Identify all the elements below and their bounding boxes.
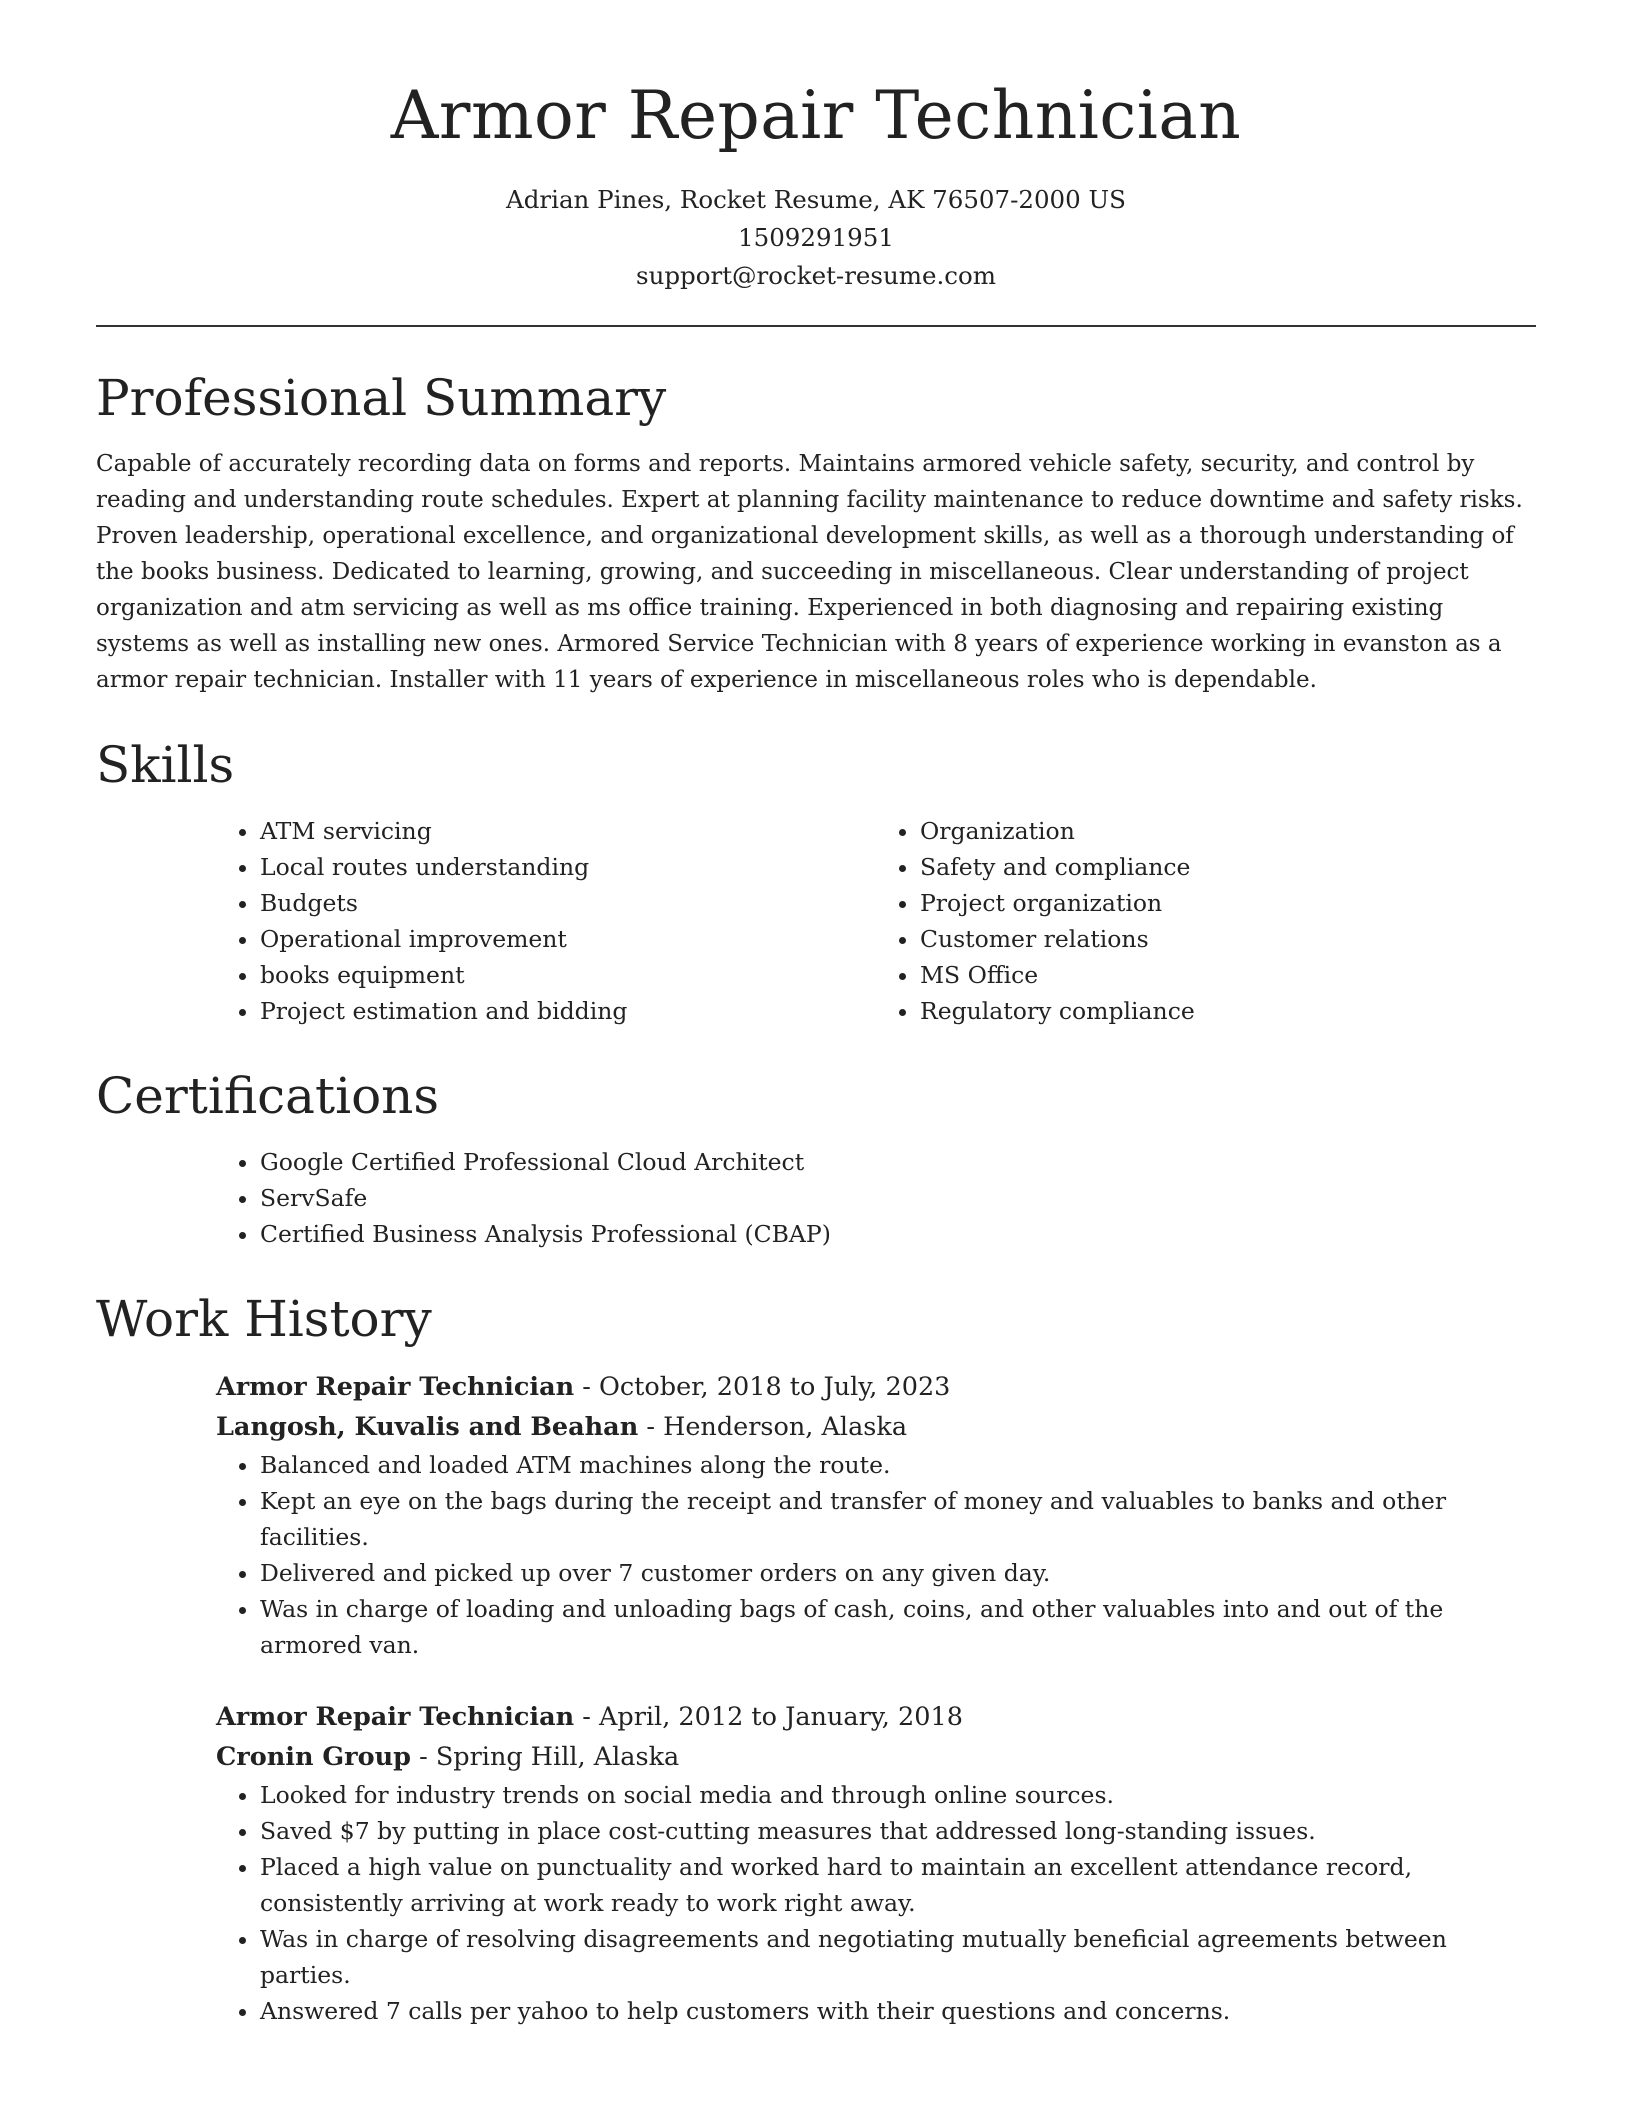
certification-item: • Google Certified Professional Cloud Architect (260, 1144, 1536, 1180)
header-divider (96, 325, 1536, 327)
job-duty-item: • Kept an eye on the bags during the receipt and transfer of money and valuables to banks and other facilities. (260, 1483, 1536, 1555)
skills-columns (216, 813, 1536, 1029)
skills-list-left (216, 813, 876, 1029)
skill-item: • books equipment (260, 957, 876, 993)
job-location: Spring Hill, Alaska (435, 1741, 680, 1772)
job-duty-item: • Was in charge of loading and unloading bags of cash, coins, and other valuables into and out of the armored van. (260, 1591, 1536, 1663)
contact-phone: 1509291951 (738, 222, 894, 252)
job-entry (216, 1367, 1536, 1663)
job-separator: - (638, 1411, 664, 1442)
job-title-line (216, 1697, 1536, 1737)
job-location: Henderson, Alaska (663, 1411, 908, 1442)
job-duties-list (216, 1777, 1536, 2029)
skill-item: • MS Office (920, 957, 1536, 993)
job-duty-item: • Saved $7 by putting in place cost-cutting measures that addressed long-standing issues. (260, 1813, 1536, 1849)
contact-address: Adrian Pines, Rocket Resume, AK 76507-2000 US (506, 184, 1126, 214)
job-title: Armor Repair Technician (216, 1701, 575, 1732)
contact-block (96, 181, 1536, 295)
skill-item: • Organization (920, 813, 1536, 849)
job-separator: - (574, 1701, 599, 1732)
skill-item: • Project organization (920, 885, 1536, 921)
certification-item: • ServSafe (260, 1180, 1536, 1216)
skills-section (96, 735, 1536, 1029)
certifications-block (216, 1144, 1536, 1252)
job-company: Cronin Group (216, 1741, 411, 1772)
job-company: Langosh, Kuvalis and Beahan (216, 1411, 639, 1442)
job-company-line (216, 1737, 1536, 1777)
resume-title: Armor Repair Technician (390, 77, 1242, 154)
summary-text: Capable of accurately recording data on forms and reports. Maintains armored vehicle safety, security, and control by reading and understanding route schedules. Expert at planning facility maintenance to reduce downtime and safety risks. Proven leadership, operational excellence, and organizational development skills, as well as a thorough understanding of the books business. Dedicated to learning, growing, and succeeding in miscellaneous. Clear understanding of project organization and atm servicing as well as ms office training. Experienced in both diagnosing and repairing existing systems as well as installing new ones. Armored Service Technician with 8 years of experience working in evanston as a armor repair technician. Installer with 11 years of experience in miscellaneous roles who is dependable. (96, 450, 1523, 693)
job-duty-item: • Looked for industry trends on social media and through online sources. (260, 1777, 1536, 1813)
job-title: Armor Repair Technician (216, 1371, 575, 1402)
job-duty-item: • Answered 7 calls per yahoo to help customers with their questions and concerns. (260, 1993, 1536, 2029)
job-duty-item: • Delivered and picked up over 7 customer orders on any given day. (260, 1555, 1536, 1591)
job-duty-item: • Placed a high value on punctuality and worked hard to maintain an excellent attendance record, consistently arriving at work ready to work right away. (260, 1849, 1536, 1921)
job-separator: - (410, 1741, 436, 1772)
job-title-line (216, 1367, 1536, 1407)
certification-item: • Certified Business Analysis Professional (CBAP) (260, 1216, 1536, 1252)
work-history-section (96, 1289, 1536, 2029)
skill-item: • ATM servicing (260, 813, 876, 849)
summary-section (96, 368, 1536, 698)
certifications-heading: Certifications (96, 1066, 440, 1125)
skills-list-right (876, 813, 1536, 1029)
skill-item: • Safety and compliance (920, 849, 1536, 885)
skill-item: • Local routes understanding (260, 849, 876, 885)
work-history-heading: Work History (96, 1289, 432, 1348)
summary-heading: Professional Summary (96, 368, 667, 427)
skill-item: • Budgets (260, 885, 876, 921)
skills-heading: Skills (96, 735, 235, 794)
certifications-list (216, 1144, 1536, 1252)
resume-header (96, 77, 1536, 295)
job-dates: October, 2018 to July, 2023 (598, 1371, 951, 1402)
job-duty-item: • Balanced and loaded ATM machines along the route. (260, 1447, 1536, 1483)
skill-item: • Project estimation and bidding (260, 993, 876, 1029)
job-dates: April, 2012 to January, 2018 (598, 1701, 963, 1732)
skill-item: • Customer relations (920, 921, 1536, 957)
job-entry (216, 1697, 1536, 2029)
job-duty-item: • Was in charge of resolving disagreements and negotiating mutually beneficial agreements between parties. (260, 1921, 1536, 1993)
job-duties-list (216, 1447, 1536, 1663)
job-separator: - (574, 1371, 599, 1402)
job-company-line (216, 1407, 1536, 1447)
certifications-section (96, 1066, 1536, 1252)
contact-email: support@rocket-resume.com (636, 260, 996, 290)
skill-item: • Operational improvement (260, 921, 876, 957)
skill-item: • Regulatory compliance (920, 993, 1536, 1029)
